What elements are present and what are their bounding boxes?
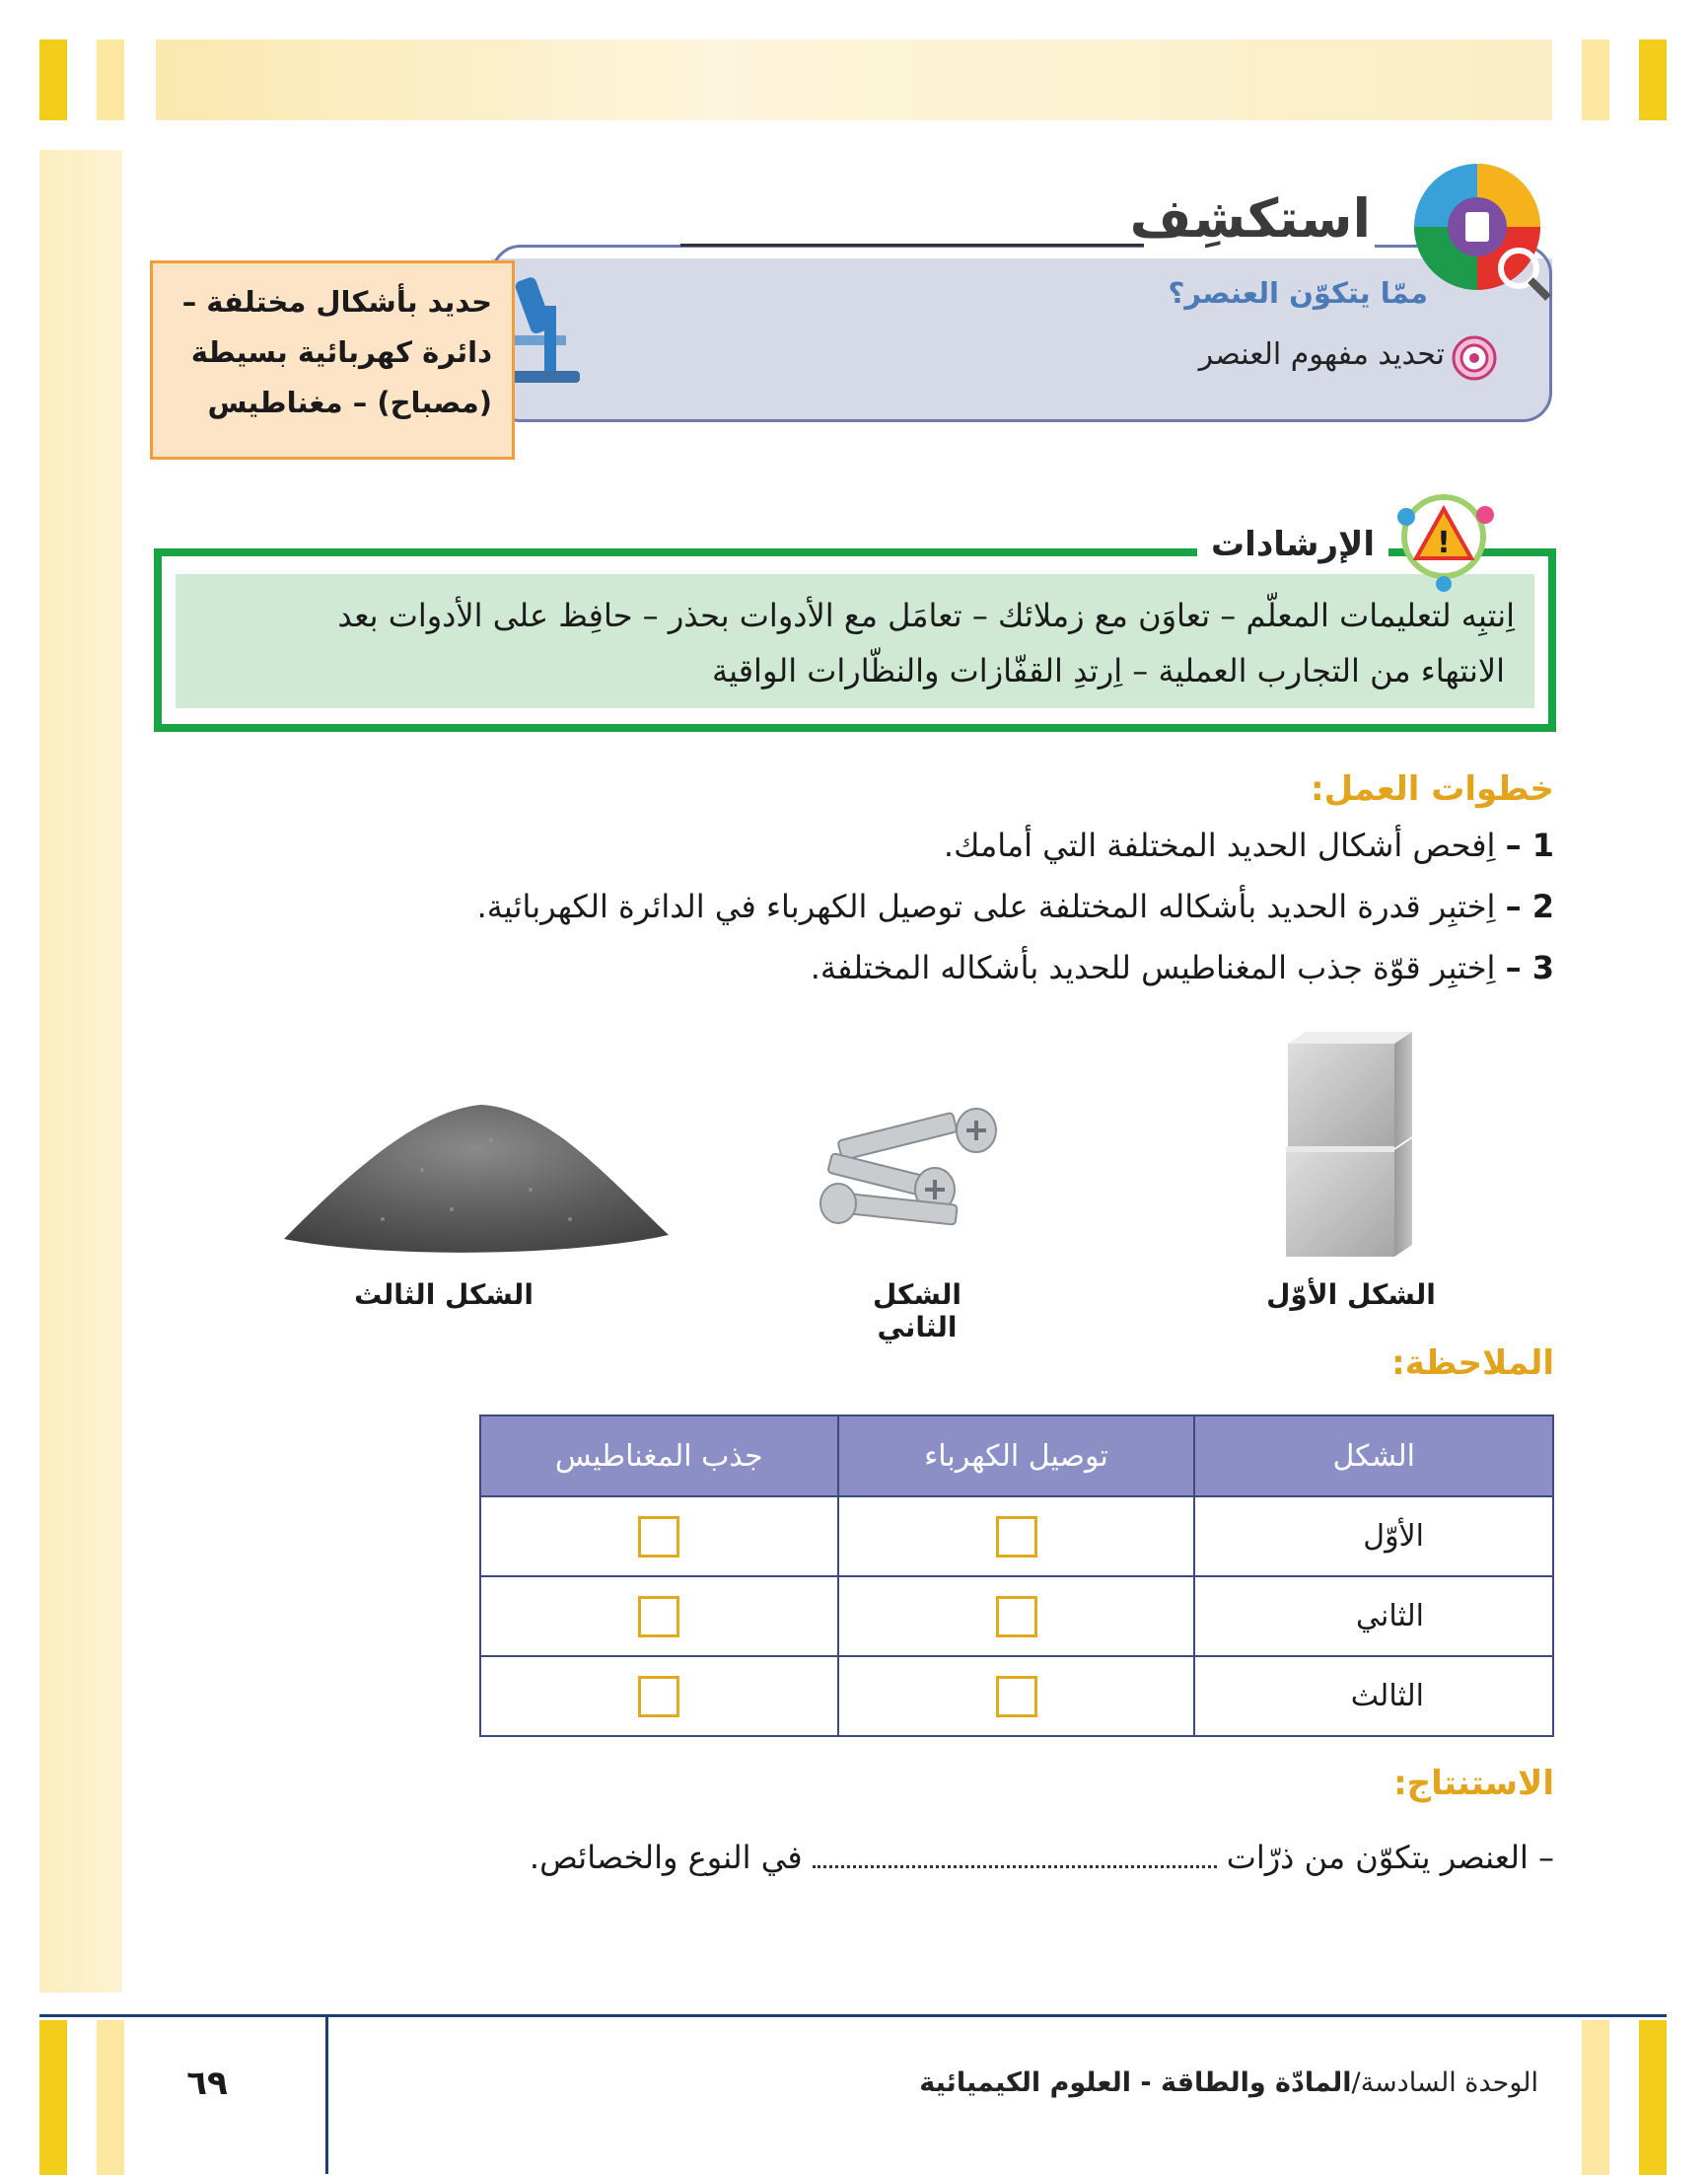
col-header-conductivity: توصيل الكهرباء — [838, 1415, 1195, 1496]
explore-badge-icon — [1408, 158, 1556, 306]
procedure-heading: خطوات العمل: — [1311, 769, 1554, 809]
col-header-shape: الشكل — [1194, 1415, 1553, 1496]
lesson-question: ممّا يتكوّن العنصر؟ — [1168, 276, 1428, 310]
step-number: 1 – — [1505, 827, 1554, 864]
warning-icon — [1388, 481, 1499, 592]
lesson-objective: تحديد مفهوم العنصر — [1198, 337, 1445, 372]
step-text: اِفحص أشكال الحديد المختلفة التي أمامك. — [943, 827, 1496, 864]
table-row — [480, 1496, 1553, 1576]
page-number: ٦٩ — [186, 2064, 228, 2103]
footer-vertical-divider — [325, 2016, 328, 2174]
bottom-left-yellow-bar — [39, 2020, 67, 2175]
info-panel-outline — [491, 245, 1552, 422]
conductivity-cell — [838, 1576, 1195, 1656]
top-band — [156, 39, 1552, 120]
top-right-yellow-bar — [1639, 39, 1667, 120]
observation-table-wrap — [479, 1414, 1554, 1737]
conductivity-checkbox-first[interactable] — [996, 1516, 1037, 1558]
table-header-row — [480, 1415, 1553, 1496]
step-text: اِختبِر قوّة جذب المغناطيس للحديد بأشكاله المختلفة. — [810, 949, 1496, 986]
iron-filings-image — [274, 1081, 678, 1259]
bottom-right-light-bar — [1582, 2020, 1609, 2175]
row-label-second: الثاني — [1194, 1576, 1553, 1656]
conductivity-cell — [838, 1496, 1195, 1576]
top-right-light-bar — [1582, 39, 1609, 120]
conclusion-sentence — [414, 1839, 1554, 1876]
observation-heading: الملاحظة: — [1391, 1343, 1554, 1383]
step-text: اِختبِر قدرة الحديد بأشكاله المختلفة على توصيل الكهرباء في الدائرة الكهربائية. — [476, 888, 1496, 925]
guidelines-title: الإرشادات — [1197, 517, 1388, 572]
footer-unit-topic — [690, 2067, 1538, 2098]
row-label-first: الأوّل — [1194, 1496, 1553, 1576]
materials-box — [150, 260, 515, 460]
col-header-magnetism: جذب المغناطيس — [480, 1415, 838, 1496]
top-left-yellow-bar — [39, 39, 67, 120]
conclusion-suffix: في النوع والخصائص. — [529, 1839, 803, 1876]
row-label-third: الثالث — [1194, 1656, 1553, 1736]
magnetism-checkbox-second[interactable] — [638, 1596, 679, 1637]
iron-cubes-image — [1278, 1030, 1416, 1261]
guidelines-line-2: الانتهاء من التجارب العملية – اِرتدِ القفّازات والنظّارات الواقية — [711, 652, 1505, 689]
title-underline — [680, 244, 1144, 247]
top-left-light-bar — [97, 39, 124, 120]
left-side-band — [39, 150, 122, 1993]
table-row — [480, 1656, 1553, 1736]
target-icon — [1452, 335, 1497, 381]
table-row — [480, 1576, 1553, 1656]
conclusion-prefix: – العنصر يتكوّن من ذرّات — [1226, 1839, 1554, 1876]
figure-2-caption: الشكل الثاني — [873, 1278, 961, 1343]
materials-line-3: (مصباح) – مغناطيس — [207, 386, 492, 419]
conductivity-checkbox-third[interactable] — [996, 1676, 1037, 1717]
figure-1-caption: الشكل الأوّل — [1266, 1278, 1436, 1311]
procedure-step-2 — [394, 888, 1554, 925]
iron-screws-image — [809, 1105, 1026, 1243]
footer-unit: الوحدة السادسة/ — [1351, 2067, 1538, 2098]
conclusion-heading: الاستنتاج: — [1393, 1764, 1554, 1803]
guidelines-line-1: اِنتبِه لتعليمات المعلّم – تعاوَن مع زملائك – تعامَل مع الأدوات بحذر – حافِظ على الأدوات بعد — [337, 597, 1515, 634]
svg-text:!: ! — [1437, 526, 1451, 560]
magnetism-cell — [480, 1576, 838, 1656]
page-title: استكشِف — [1144, 187, 1375, 258]
magnetism-cell — [480, 1496, 838, 1576]
step-number: 3 – — [1505, 949, 1554, 986]
materials-line-1: حديد بأشكال مختلفة – — [181, 285, 492, 319]
footer-topic: المادّة والطاقة - العلوم الكيميائية — [919, 2067, 1352, 2098]
magnetism-cell — [480, 1656, 838, 1736]
procedure-step-3 — [394, 949, 1554, 986]
bottom-right-yellow-bar — [1639, 2020, 1667, 2175]
figure-3-caption: الشكل الثالث — [354, 1278, 534, 1311]
procedure-step-1 — [394, 827, 1554, 864]
guidelines-text — [223, 588, 1515, 698]
bottom-left-light-bar — [97, 2020, 124, 2175]
materials-line-2: دائرة كهربائية بسيطة — [190, 335, 492, 369]
magnetism-checkbox-first[interactable] — [638, 1516, 679, 1558]
conductivity-checkbox-second[interactable] — [996, 1596, 1037, 1637]
step-number: 2 – — [1505, 888, 1554, 925]
conductivity-cell — [838, 1656, 1195, 1736]
footer-divider — [39, 2014, 1667, 2017]
conclusion-blank[interactable] — [813, 1840, 1217, 1868]
magnetism-checkbox-third[interactable] — [638, 1676, 679, 1717]
observation-table — [479, 1414, 1554, 1737]
